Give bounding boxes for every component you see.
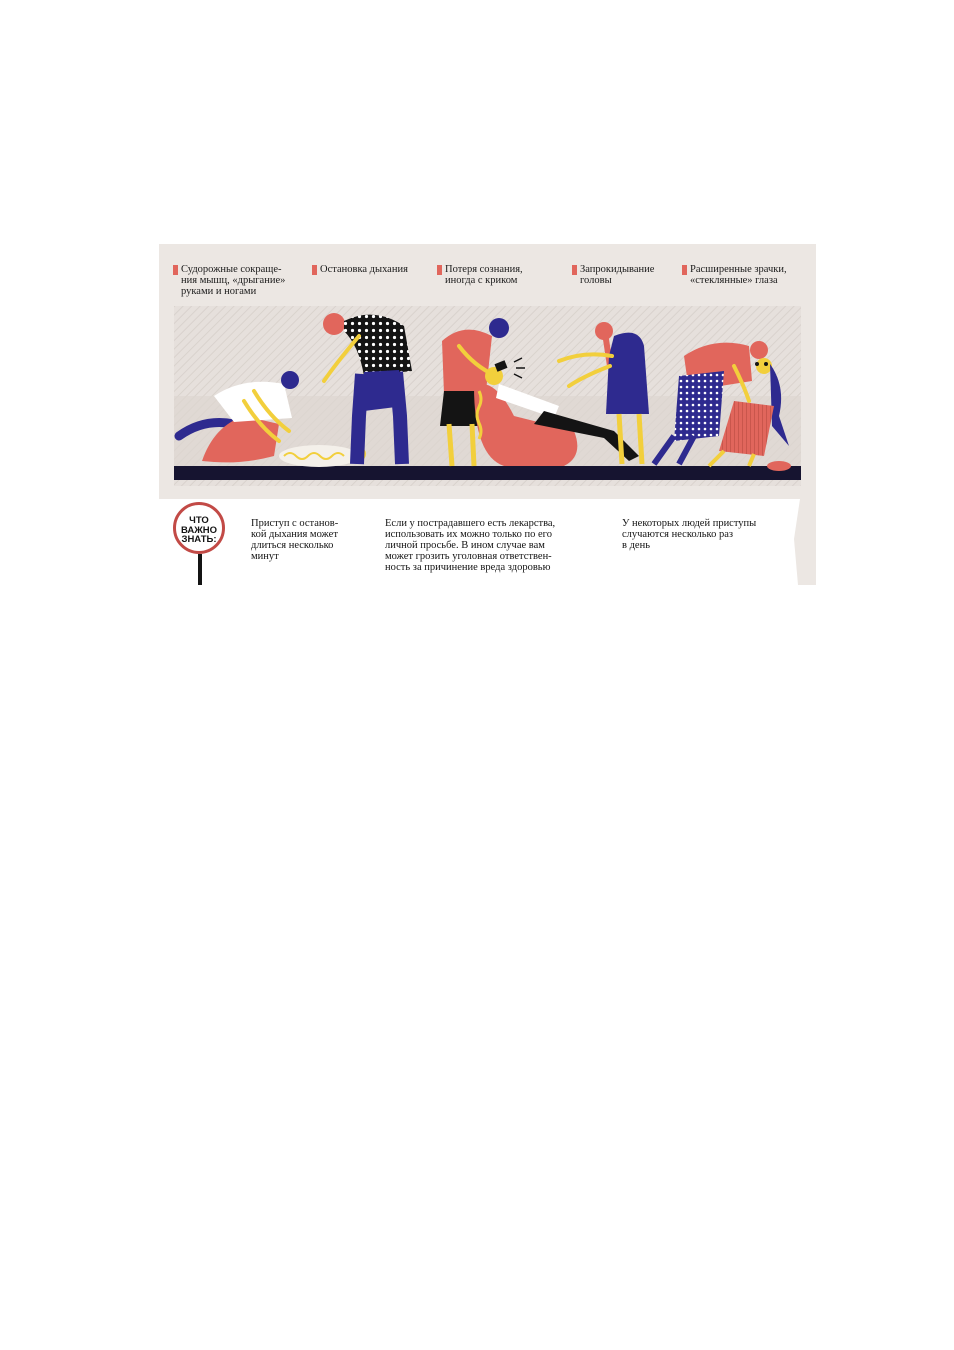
important-badge: ЧТО ВАЖНО ЗНАТЬ:: [173, 502, 225, 554]
symptom-label: Судорожные сокраще- ния мышц, «дрыгание» руками и ногами: [181, 264, 286, 297]
symptom-head-tilt: [580, 264, 654, 286]
bullet-marker: [682, 265, 687, 275]
fact-breathing-duration: Приступ с останов- кой дыхания может длиться несколько минут: [251, 518, 339, 562]
fact-medication: Если у пострадавшего есть лекарства, использовать их можно только по его личной просьбе. В ином случае вам может грозить уголовная ответствен- ность за причинение вреда здоровью: [385, 518, 556, 573]
torn-edge-decoration: [786, 499, 816, 585]
symptom-label: Потеря сознания, иногда с криком: [445, 264, 523, 286]
badge-pole: [198, 554, 202, 585]
symptom-label: Остановка дыхания: [320, 264, 408, 275]
seizure-infographic: [159, 244, 816, 585]
bullet-marker: [437, 265, 442, 275]
symptom-breathing-stop: [320, 264, 408, 275]
bullet-marker: [572, 265, 577, 275]
symptom-dilated-pupils: [690, 264, 787, 286]
bullet-marker: [173, 265, 178, 275]
symptom-muscle-spasms: [181, 264, 285, 297]
fact-frequency: У некоторых людей приступы случаются несколько раз в день: [622, 518, 757, 551]
symptom-label: Расширенные зрачки, «стеклянные» глаза: [690, 264, 787, 286]
symptom-loss-of-consciousness: [445, 264, 523, 286]
bullet-marker: [312, 265, 317, 275]
symptom-label: Запрокидывание головы: [580, 264, 655, 286]
seizure-illustration: [174, 306, 801, 486]
ground-strip: [174, 466, 801, 480]
